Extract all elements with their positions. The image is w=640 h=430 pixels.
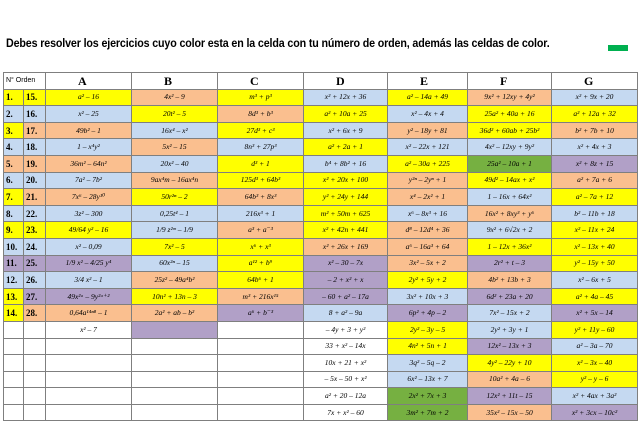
exercise-cell-f: 49d² – 14ax + x² <box>468 172 552 189</box>
exercise-cell-g: x² – 3x – 40 <box>552 355 638 372</box>
exercise-cell-b: 60x²ⁿ – 15 <box>132 255 218 272</box>
order-number-second: 19. <box>24 155 46 172</box>
order-number-second: 26. <box>24 272 46 289</box>
exercise-cell-a: 49x²ᵃ – 9y²ᵃ⁺² <box>46 288 132 305</box>
exercise-cell-g: a² + 12a + 32 <box>552 106 638 123</box>
exercise-cell-d: b⁴ + 8b² + 16 <box>304 155 388 172</box>
exercise-cell-c <box>218 355 304 372</box>
order-number <box>4 404 24 421</box>
exercise-cell-d: 33 + x² – 14x <box>304 338 388 355</box>
exercise-cell-f: 35x² – 15x – 50 <box>468 404 552 421</box>
exercise-cell-a: 36m² – 64n² <box>46 155 132 172</box>
exercise-cell-c: 125d³ + 64b³ <box>218 172 304 189</box>
order-number <box>4 338 24 355</box>
exercise-cell-b <box>132 338 218 355</box>
exercise-cell-a: 0,64a¹⁴ⁿ⁸ – 1 <box>46 305 132 322</box>
order-number-second: 23. <box>24 222 46 239</box>
order-number <box>4 355 24 372</box>
exercise-cell-a: x² – 25 <box>46 106 132 123</box>
order-number: 8. <box>4 205 24 222</box>
instruction-text: Debes resolver los ejercicios cuyo color esta en la celda con tu número de orden, además las celdas de color. <box>6 38 550 50</box>
exercise-cell-b: 2a² + ab – b² <box>132 305 218 322</box>
exercise-cell-f: 4x² – 12xy + 9y² <box>468 139 552 156</box>
exercise-cell-b: 9ax⁴m – 16ax⁴n <box>132 172 218 189</box>
order-number-second: 24. <box>24 238 46 255</box>
exercise-cell-a: 1/9 x² – 4/25 y⁴ <box>46 255 132 272</box>
exercise-cell-f: 4y² – 22y + 10 <box>468 355 552 372</box>
column-header-g: G <box>552 73 638 90</box>
order-number-second <box>24 321 46 338</box>
exercise-cell-e: y²ⁿ – 2yⁿ + 1 <box>388 172 468 189</box>
order-number-second: 15. <box>24 89 46 106</box>
table-row <box>4 189 638 206</box>
exercise-cell-f: 1 – 16x + 64x² <box>468 189 552 206</box>
column-header-b: B <box>132 73 218 90</box>
table-row <box>4 106 638 123</box>
exercise-cell-f: 16x² + 8xy³ + y⁶ <box>468 205 552 222</box>
table-row <box>4 155 638 172</box>
exercise-cell-f: 9x² + 12xy + 4y² <box>468 89 552 106</box>
exercise-cell-c: a³ + a⁻³ <box>218 222 304 239</box>
exercise-cell-g: x² + 9x + 20 <box>552 89 638 106</box>
order-number: 12. <box>4 272 24 289</box>
column-header-a: A <box>46 73 132 90</box>
table-row <box>4 288 638 305</box>
order-number-second: 27. <box>24 288 46 305</box>
exercise-cell-f: 9x² + 6√2x + 2 <box>468 222 552 239</box>
exercise-cell-a: 7a² – 7b² <box>46 172 132 189</box>
order-number <box>4 388 24 405</box>
exercise-cell-c: a⁶ + b⁻³ <box>218 305 304 322</box>
exercise-cell-d: a² + 20 – 12a <box>304 388 388 405</box>
exercise-cell-c: 8n³ + 27p³ <box>218 139 304 156</box>
exercise-cell-d: – 4y + 3 + y² <box>304 321 388 338</box>
exercise-cell-e: 2y² – 3y – 5 <box>388 321 468 338</box>
order-number: 13. <box>4 288 24 305</box>
table-row <box>4 338 638 355</box>
column-header-c: C <box>218 73 304 90</box>
exercise-cell-e: a² – 30a + 225 <box>388 155 468 172</box>
table-row <box>4 139 638 156</box>
exercise-cell-d: 10x + 21 + x² <box>304 355 388 372</box>
table-row <box>4 238 638 255</box>
table-row <box>4 222 638 239</box>
order-number: 10. <box>4 238 24 255</box>
order-number: 3. <box>4 122 24 139</box>
exercise-cell-d: x² + 42n + 441 <box>304 222 388 239</box>
exercise-cell-b: 20t² – 5 <box>132 106 218 123</box>
exercise-cell-e: 3q² – 5q – 2 <box>388 355 468 372</box>
table-row <box>4 122 638 139</box>
exercise-cell-g: a² + 7a + 6 <box>552 172 638 189</box>
exercise-cell-f: 25a² + 40a + 16 <box>468 106 552 123</box>
order-number-second: 16. <box>24 106 46 123</box>
exercise-cell-e: x⁶ – 8x³ + 16 <box>388 205 468 222</box>
exercise-cell-g: x² + 5x – 14 <box>552 305 638 322</box>
exercise-cell-b: 10n² + 13n – 3 <box>132 288 218 305</box>
order-number-second: 25. <box>24 255 46 272</box>
exercise-cell-d: – 5x – 50 + x² <box>304 371 388 388</box>
table-row <box>4 388 638 405</box>
column-header-f: F <box>468 73 552 90</box>
exercise-cell-g: b² – 11b + 18 <box>552 205 638 222</box>
exercise-cell-c <box>218 388 304 405</box>
exercise-cell-e: 3x² – 5x + 2 <box>388 255 468 272</box>
exercise-cell-b <box>132 355 218 372</box>
exercise-cell-c: 64b³ + 8x³ <box>218 189 304 206</box>
exercise-cell-b: 25z² – 49a⁴b² <box>132 272 218 289</box>
exercise-cell-e: x² – 22x + 121 <box>388 139 468 156</box>
exercise-cell-f: 4b² + 13b + 3 <box>468 272 552 289</box>
exercise-cell-g: y² + 11y – 60 <box>552 321 638 338</box>
exercise-cell-c <box>218 371 304 388</box>
exercise-cell-a: 1 – x⁴y² <box>46 139 132 156</box>
exercise-cell-d: a² + 10a + 25 <box>304 106 388 123</box>
exercise-cell-a <box>46 404 132 421</box>
exercise-cell-c: a¹² + b⁹ <box>218 255 304 272</box>
exercise-cell-f: 7x² – 15x + 2 <box>468 305 552 322</box>
exercise-cell-f: 6d² + 23a + 20 <box>468 288 552 305</box>
exercise-cell-g: x² – 11x + 24 <box>552 222 638 239</box>
exercise-cell-d: – 60 + a² – 17a <box>304 288 388 305</box>
exercise-cell-c: 27d³ + c³ <box>218 122 304 139</box>
exercise-cell-g: x² + 4ax + 3a² <box>552 388 638 405</box>
exercise-cell-e: y² – 18y + 81 <box>388 122 468 139</box>
table-row <box>4 89 638 106</box>
order-number: 1. <box>4 89 24 106</box>
exercise-cell-b <box>132 404 218 421</box>
exercise-cell-c: 64b⁶ + 1 <box>218 272 304 289</box>
column-header-d: D <box>304 73 388 90</box>
order-number: 11. <box>4 255 24 272</box>
order-number-second: 21. <box>24 189 46 206</box>
exercise-cell-e: 2x² + 7x + 3 <box>388 388 468 405</box>
exercise-cell-a: a² – 16 <box>46 89 132 106</box>
exercise-cell-f: 10a² + 4a – 6 <box>468 371 552 388</box>
exercise-cell-d: x² + 6x + 9 <box>304 122 388 139</box>
exercise-cell-e: x⁴ – 2x² + 1 <box>388 189 468 206</box>
exercise-cell-g: x² – 13x + 40 <box>552 238 638 255</box>
exercise-cell-d: y² + 24y + 144 <box>304 189 388 206</box>
exercise-cell-f: 36d² + 60ab + 25b² <box>468 122 552 139</box>
order-number-second <box>24 355 46 372</box>
exercise-cell-e: 3x² + 10x + 3 <box>388 288 468 305</box>
exercise-cell-c <box>218 321 304 338</box>
exercise-cell-a <box>46 355 132 372</box>
exercise-cell-g: b² + 7b + 10 <box>552 122 638 139</box>
order-number-second <box>24 371 46 388</box>
exercise-table <box>3 72 638 421</box>
order-number-second <box>24 338 46 355</box>
table-row <box>4 305 638 322</box>
exercise-cell-g: y² – 15y + 50 <box>552 255 638 272</box>
exercise-cell-e: 4n² + 5n + 1 <box>388 338 468 355</box>
exercise-cell-g: y² – y – 6 <box>552 371 638 388</box>
exercise-cell-d: x² + 20x + 100 <box>304 172 388 189</box>
exercise-cell-e: 3m² + 7m + 2 <box>388 404 468 421</box>
exercise-cell-c: m³ + p³ <box>218 89 304 106</box>
exercise-cell-c <box>218 338 304 355</box>
exercise-cell-g: a² + 4a – 45 <box>552 288 638 305</box>
exercise-cell-b: 20x² – 40 <box>132 155 218 172</box>
header-row <box>4 73 638 90</box>
order-number: 2. <box>4 106 24 123</box>
exercise-cell-g: x² – 6x + 5 <box>552 272 638 289</box>
exercise-cell-b: 7x² – 5 <box>132 238 218 255</box>
order-number <box>4 371 24 388</box>
exercise-cell-e: x² – 4x + 4 <box>388 106 468 123</box>
exercise-cell-f: 25a² – 10a + 1 <box>468 155 552 172</box>
column-header-e: E <box>388 73 468 90</box>
exercise-cell-g: a² – 7a + 12 <box>552 189 638 206</box>
exercise-cell-b <box>132 388 218 405</box>
order-number: 6. <box>4 172 24 189</box>
exercise-cell-d: a² + 2a + 1 <box>304 139 388 156</box>
exercise-cell-b <box>132 371 218 388</box>
order-number-second <box>24 404 46 421</box>
exercise-cell-a: 7x⁶ – 28y¹⁰ <box>46 189 132 206</box>
order-number <box>4 321 24 338</box>
exercise-cell-f: 2y² + 3y + 1 <box>468 321 552 338</box>
exercise-cell-a <box>46 338 132 355</box>
exercise-cell-f: 2r² + t – 3 <box>468 255 552 272</box>
exercise-cell-a: 49b² – 1 <box>46 122 132 139</box>
order-number-second: 17. <box>24 122 46 139</box>
table-row <box>4 355 638 372</box>
exercise-cell-d: m² + 50m + 625 <box>304 205 388 222</box>
exercise-cell-a <box>46 388 132 405</box>
exercise-cell-b: 0,25t⁴ – 1 <box>132 205 218 222</box>
exercise-cell-a: x² – 0,09 <box>46 238 132 255</box>
exercise-cell-d: x² – 30 – 7x <box>304 255 388 272</box>
exercise-cell-a: 3/4 x² – 1 <box>46 272 132 289</box>
order-number-header: N° Orden <box>4 73 46 90</box>
order-number: 7. <box>4 189 24 206</box>
table-row <box>4 371 638 388</box>
exercise-cell-a: x² – 7 <box>46 321 132 338</box>
table-row <box>4 205 638 222</box>
exercise-cell-e: 6x² – 13x + 7 <box>388 371 468 388</box>
order-number: 4. <box>4 139 24 156</box>
exercise-cell-a <box>46 371 132 388</box>
exercise-cell-c: 8d³ + b³ <box>218 106 304 123</box>
exercise-cell-b: 16x⁴ – x² <box>132 122 218 139</box>
exercise-cell-d: x² + 12x + 36 <box>304 89 388 106</box>
exercise-cell-e: a² – 14a + 49 <box>388 89 468 106</box>
table-row <box>4 272 638 289</box>
exercise-cell-g: a² – 3a – 70 <box>552 338 638 355</box>
table-row <box>4 321 638 338</box>
order-number: 14. <box>4 305 24 322</box>
order-number-second: 28. <box>24 305 46 322</box>
exercise-cell-f: 12x² – 13x + 3 <box>468 338 552 355</box>
exercise-cell-e: 2y² + 5y + 2 <box>388 272 468 289</box>
exercise-cell-c: m³ + 216x¹⁵ <box>218 288 304 305</box>
exercise-cell-g: x² + 4x + 3 <box>552 139 638 156</box>
exercise-cell-d: – 2 + x² + x <box>304 272 388 289</box>
exercise-cell-e: 6p² + 4p – 2 <box>388 305 468 322</box>
exercise-cell-g: x² + 8z + 15 <box>552 155 638 172</box>
order-number-second: 22. <box>24 205 46 222</box>
exercise-cell-b: 5x² – 15 <box>132 139 218 156</box>
exercise-cell-b: 50r²ⁿ – 2 <box>132 189 218 206</box>
exercise-cell-b: 4x² – 9 <box>132 89 218 106</box>
exercise-cell-d: 7x + x² – 60 <box>304 404 388 421</box>
exercise-cell-f: 1 – 12x + 36x² <box>468 238 552 255</box>
exercise-cell-c: d³ + 1 <box>218 155 304 172</box>
exercise-cell-e: a⁶ – 16a³ + 64 <box>388 238 468 255</box>
exercise-cell-d: 8 + a² – 9a <box>304 305 388 322</box>
order-number: 5. <box>4 155 24 172</box>
exercise-cell-f: 12x² + 11t – 15 <box>468 388 552 405</box>
exercise-cell-a: 49/64 y² – 16 <box>46 222 132 239</box>
order-number-second <box>24 388 46 405</box>
exercise-cell-c <box>218 404 304 421</box>
green-color-swatch <box>608 45 628 51</box>
table-row <box>4 255 638 272</box>
order-number: 9. <box>4 222 24 239</box>
exercise-cell-d: x² + 26x + 169 <box>304 238 388 255</box>
table-row <box>4 172 638 189</box>
exercise-cell-c: x⁶ + x³ <box>218 238 304 255</box>
exercise-cell-a: 3z² – 300 <box>46 205 132 222</box>
order-number-second: 20. <box>24 172 46 189</box>
exercise-cell-g: x² + 3cx – 10c² <box>552 404 638 421</box>
table-row <box>4 404 638 421</box>
exercise-cell-e: d⁸ – 12d⁴ + 36 <box>388 222 468 239</box>
exercise-cell-c: 216x³ + 1 <box>218 205 304 222</box>
order-number-second: 18. <box>24 139 46 156</box>
exercise-cell-b: 1/9 z²ᵐ – 1/9 <box>132 222 218 239</box>
exercise-cell-b <box>132 321 218 338</box>
